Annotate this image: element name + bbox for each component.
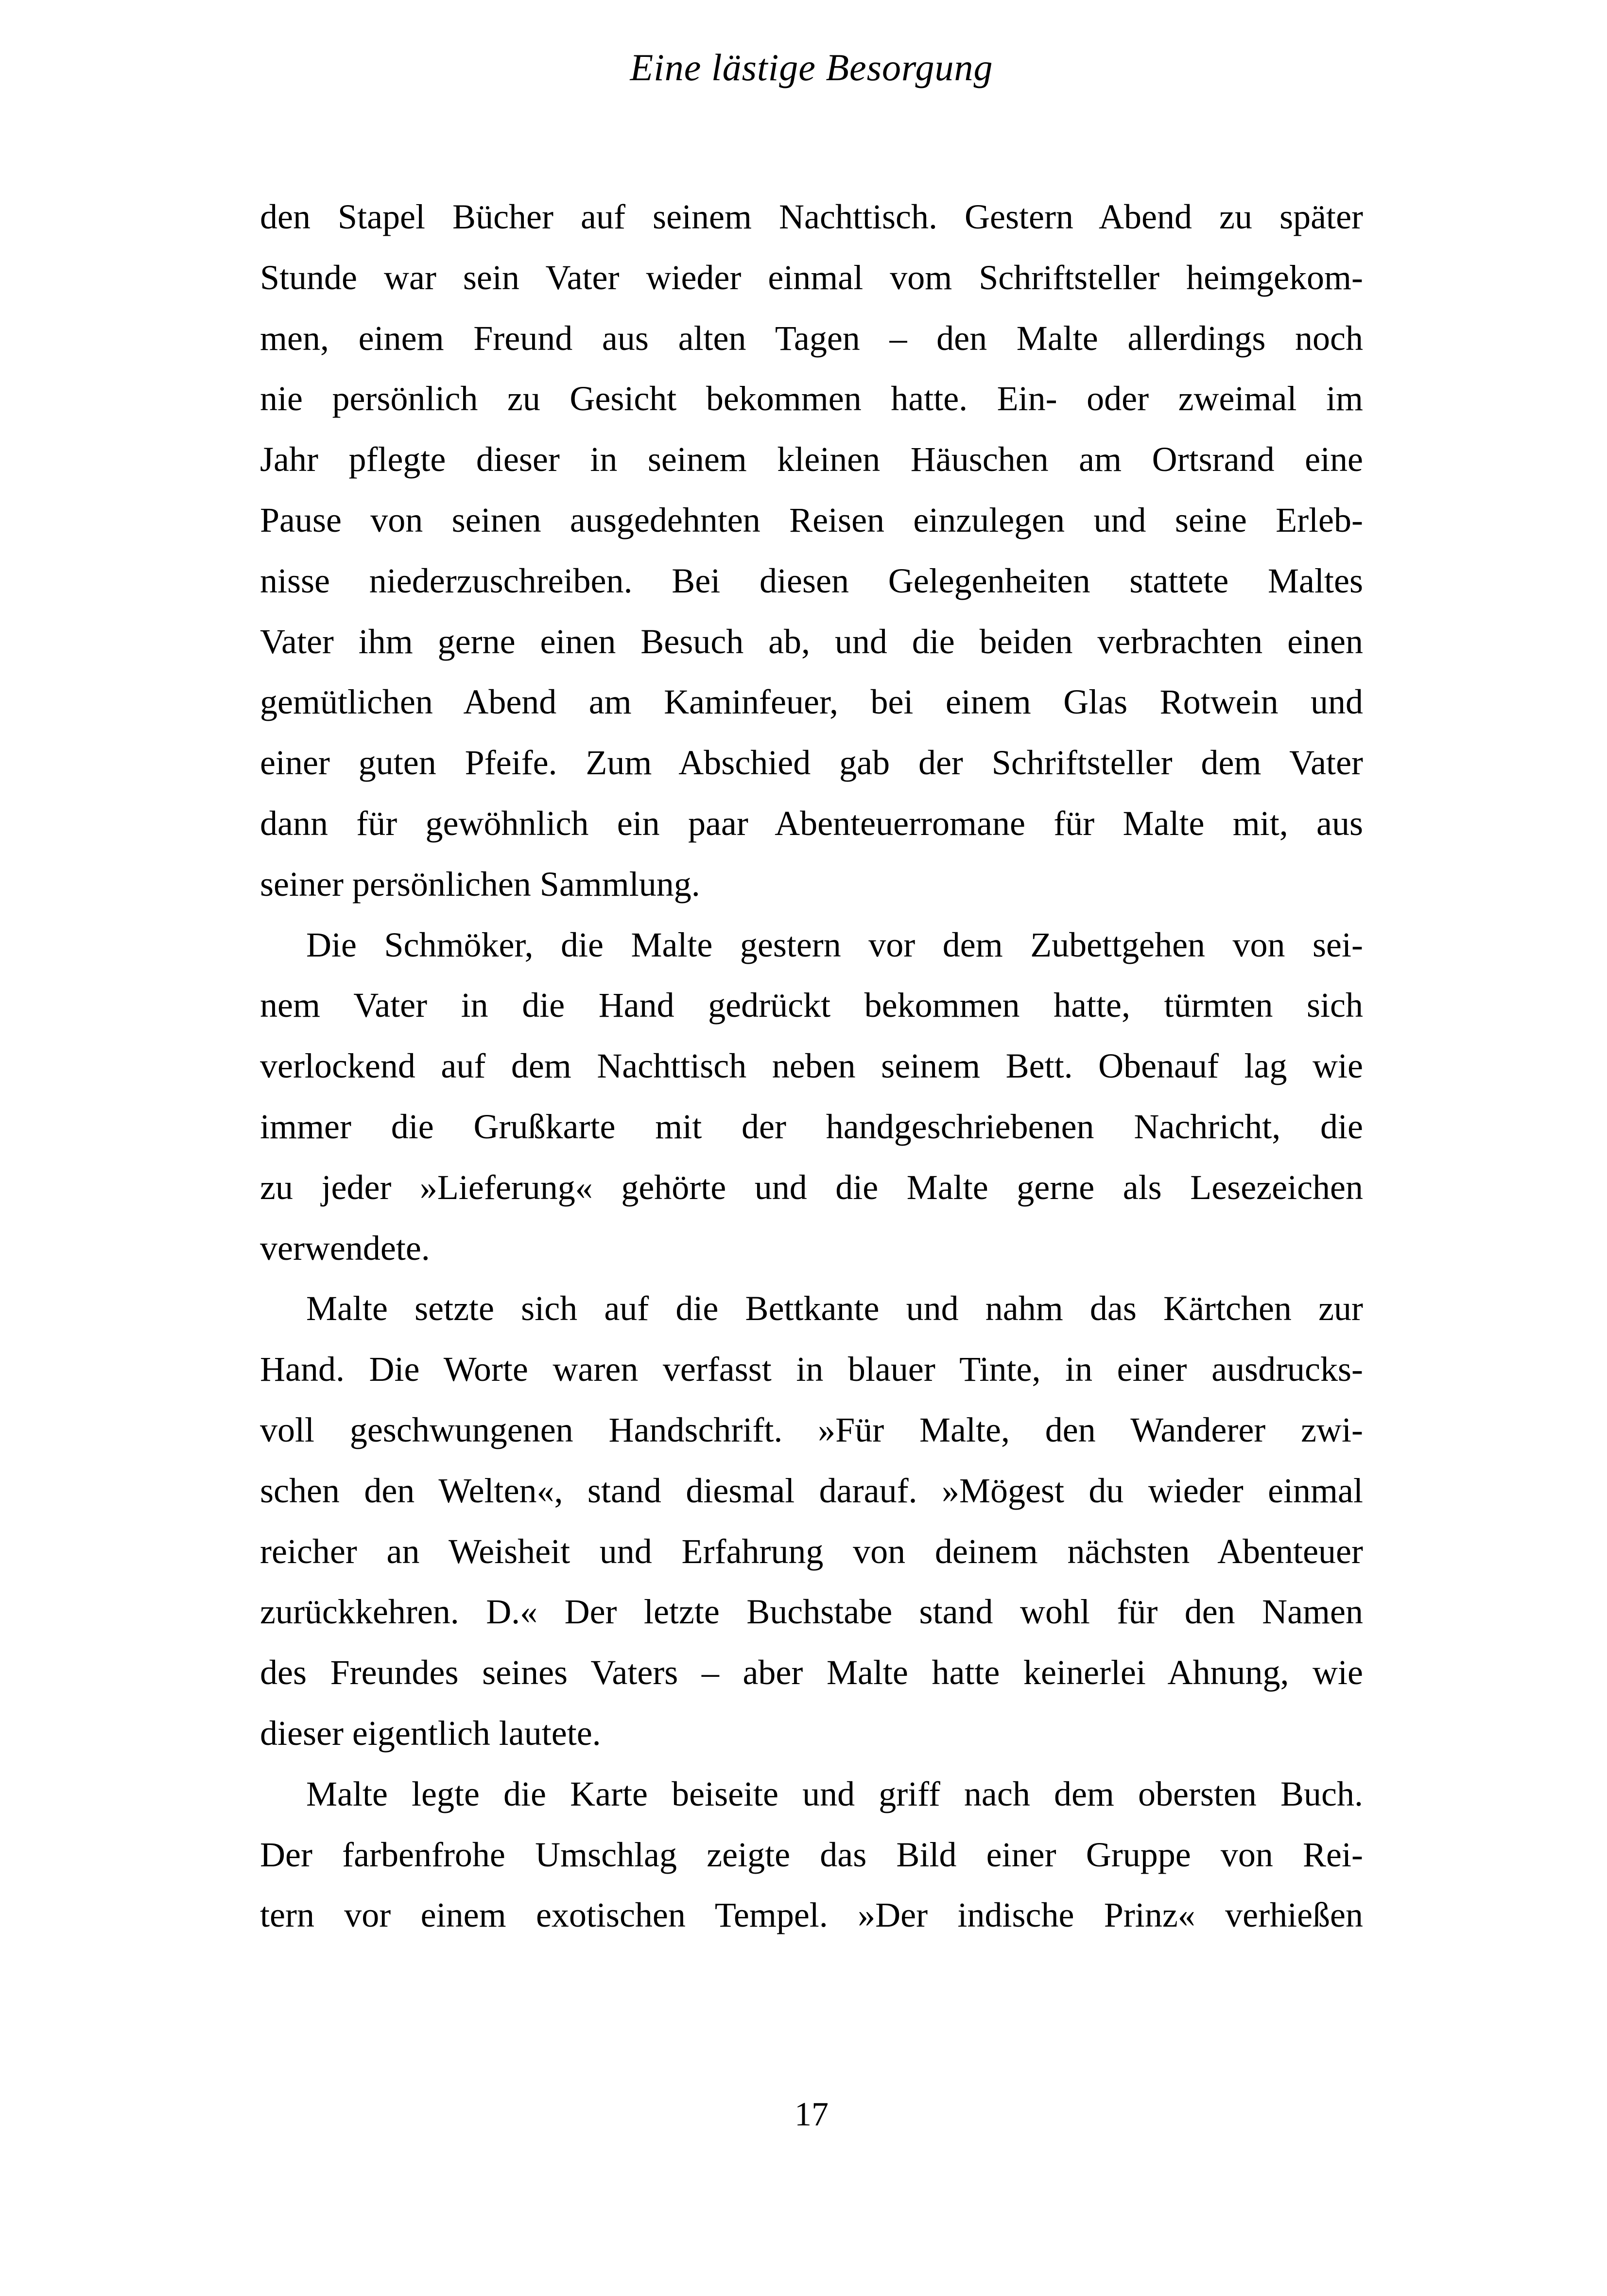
text-line: reicher an Weisheit und Erfahrung von deinem nächsten Abenteuer	[260, 1531, 1363, 1571]
text-line: Jahr pflegte dieser in seinem kleinen Häuschen am Ortsrand eine	[260, 440, 1363, 479]
text-line: Malte setzte sich auf die Bettkante und nahm das Kärtchen zur	[306, 1289, 1363, 1328]
text-line: Vater ihm gerne einen Besuch ab, und die beiden verbrachten einen	[260, 622, 1363, 661]
text-line: schen den Welten«, stand diesmal darauf. »Mögest du wieder einmal	[260, 1471, 1363, 1510]
text-line: zu jeder »Lieferung« gehörte und die Malte gerne als Lesezeichen	[260, 1167, 1363, 1207]
text-line: gemütlichen Abend am Kaminfeuer, bei einem Glas Rotwein und	[260, 682, 1363, 722]
text-line: tern vor einem exotischen Tempel. »Der indische Prinz« verhießen	[260, 1896, 1363, 1935]
running-header: Eine lästige Besorgung	[630, 46, 993, 88]
text-line: verwendete.	[260, 1228, 430, 1268]
text-line: dann für gewöhnlich ein paar Abenteuerromane für Malte mit, aus	[260, 803, 1363, 843]
text-line: Hand. Die Worte waren verfasst in blauer Tinte, in einer ausdrucks-	[260, 1350, 1363, 1389]
text-line: Stunde war sein Vater wieder einmal vom Schriftsteller heimgekom-	[260, 258, 1363, 297]
text-line: voll geschwungenen Handschrift. »Für Malte, den Wanderer zwi-	[260, 1410, 1363, 1449]
text-line: des Freundes seines Vaters – aber Malte hatte keinerlei Ahnung, wie	[260, 1653, 1363, 1692]
text-line: nisse niederzuschreiben. Bei diesen Gelegenheiten stattete Maltes	[260, 561, 1363, 600]
text-line: Malte legte die Karte beiseite und griff nach dem obersten Buch.	[306, 1774, 1363, 1813]
text-line: verlockend auf dem Nachttisch neben seinem Bett. Obenauf lag wie	[260, 1046, 1363, 1086]
text-line: immer die Grußkarte mit der handgeschriebenen Nachricht, die	[260, 1107, 1363, 1146]
text-line: dieser eigentlich lautete.	[260, 1713, 601, 1753]
text-line: nie persönlich zu Gesicht bekommen hatte. Ein- oder zweimal im	[260, 379, 1363, 418]
text-line: nem Vater in die Hand gedrückt bekommen hatte, türmten sich	[260, 986, 1363, 1025]
text-line: den Stapel Bücher auf seinem Nachttisch. Gestern Abend zu später	[260, 197, 1363, 236]
text-line: seiner persönlichen Sammlung.	[260, 864, 700, 904]
text-line: men, einem Freund aus alten Tagen – den Malte allerdings noch	[260, 318, 1363, 358]
text-line: einer guten Pfeife. Zum Abschied gab der Schriftsteller dem Vater	[260, 743, 1363, 783]
text-line: Der farbenfrohe Umschlag zeigte das Bild einer Gruppe von Rei-	[260, 1835, 1363, 1874]
text-line: Die Schmöker, die Malte gestern vor dem Zubettgehen von sei-	[306, 925, 1363, 964]
text-line: zurückkehren. D.« Der letzte Buchstabe stand wohl für den Namen	[260, 1592, 1363, 1632]
text-block	[260, 187, 1363, 1946]
text-line: Pause von seinen ausgedehnten Reisen einzulegen und seine Erleb-	[260, 500, 1363, 539]
page-number: 17	[795, 2096, 829, 2133]
